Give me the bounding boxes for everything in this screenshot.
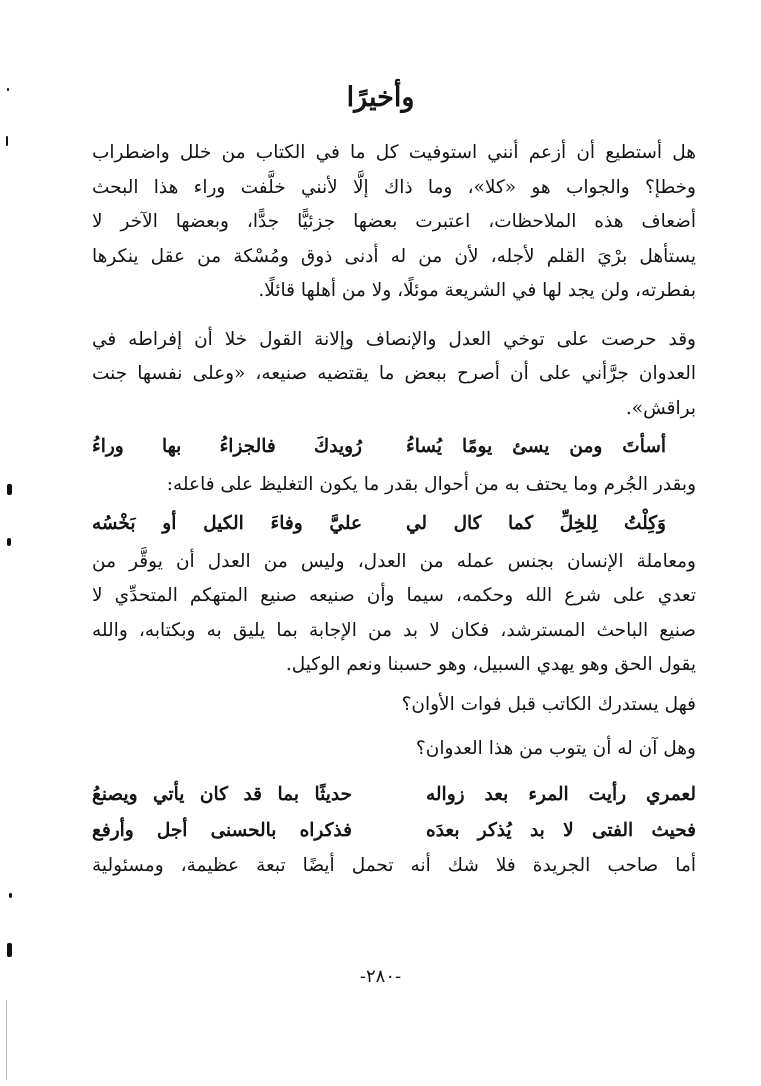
margin-mark [7, 943, 12, 957]
question-2: وهل آن له أن يتوب من هذا العدوان؟ [415, 737, 696, 759]
margin-mark [7, 484, 12, 495]
verse-hemistich-2: عليَّ وفاءَ الكيل أو بَخْسُه [92, 512, 362, 534]
poem-verse-2 [92, 813, 696, 849]
verse-hemistich-1: أسأتَ ومن يسئ يومًا يُساءُ [406, 436, 666, 457]
text-line: وخطإ؟ والجواب هو «كلا»، وما ذاك إلَّا لأنني خلَّفت وراء هذا البحث [92, 176, 696, 198]
paragraph-2 [92, 323, 696, 427]
question-1: فهل يستدرك الكاتب قبل فوات الأوان؟ [401, 693, 696, 715]
text-line: العدوان جرَّأني على أن أصرح ببعض ما يقتضيه صنيعه، «وعلى نفسها جنت [92, 363, 696, 384]
text-line: أما صاحب الجريدة فلا شك أنه تحمل أيضًا تبعة عظيمة، ومسئولية [92, 854, 696, 876]
margin-mark [6, 136, 8, 146]
paragraph-5 [92, 849, 696, 884]
text-line: هل أستطيع أن أزعم أنني استوفيت كل ما في الكتاب من خلل واضطراب [92, 142, 696, 163]
verse-hemistich-1: لعمري رأيت المرء بعد زواله [426, 783, 696, 805]
text-line: صنيع الباحث المسترشد، فكان لا بد من الإجابة بما يليق به وبكتابه، والله [92, 619, 696, 641]
page-body [92, 136, 696, 883]
margin-mark [7, 88, 9, 91]
verse-1 [92, 426, 696, 468]
margin-mark [9, 893, 12, 898]
poem-verse-1 [92, 777, 696, 813]
text-line: براقش». [625, 397, 696, 419]
text-line: بفطرته، ولن يجد لها في الشريعة موئلًا، ولا من أهلها قائلًا. [258, 280, 696, 301]
paragraph-3 [92, 468, 696, 503]
verse-2 [92, 503, 696, 545]
poem [92, 777, 696, 849]
text-line: يقول الحق وهو يهدي السبيل، وهو حسبنا ونعم الوكيل. [285, 654, 696, 675]
paragraph-1 [92, 136, 696, 309]
text-line: ومعاملة الإنسان بجنس عمله من العدل، وليس من العدل أن يوقَّر من [92, 550, 696, 572]
page-title: وأخيرًا [346, 82, 415, 113]
verse-hemistich-1: فحيث الفتى لا بد يُذكر بعدَه [426, 819, 696, 841]
text-line: أضعاف هذه الملاحظات، اعتبرت بعضها جزئيًّا جدًّا، وبعضها الآخر لا [92, 211, 696, 232]
verse-hemistich-1: وَكِلْتُ لِلخِلِّ كما كال لي [406, 512, 666, 534]
text-line: وبقدر الجُرم وما يحتف به من أحوال بقدر ما يكون التغليظ على فاعله: [166, 474, 696, 495]
verse-hemistich-2: حديثًا بما قد كان يأتي ويصنعُ [92, 783, 352, 805]
paragraph-4 [92, 545, 696, 683]
scan-edge [6, 1000, 7, 1080]
page-number: -٢٨٠- [359, 966, 402, 987]
margin-mark [7, 538, 11, 546]
text-line: تعدي على شرع الله وحكمه، سيما وأن صنيعه صنيع المتهكم المتحدِّي لا [92, 585, 696, 606]
verse-hemistich-2: فذكراه بالحسنى أجل وأرفع [92, 819, 352, 841]
verse-hemistich-2: رُويدكَ فالجزاءُ بها وراءُ [92, 436, 362, 457]
text-line: وقد حرصت على توخي العدل والإنصاف وإلانة القول خلا أن إفراطه في [92, 328, 696, 350]
text-line: يستأهل برْيَ القلم لأجله، لأن من له أدنى ذوق ومُسْكة من عقل ينكرها [92, 245, 696, 267]
